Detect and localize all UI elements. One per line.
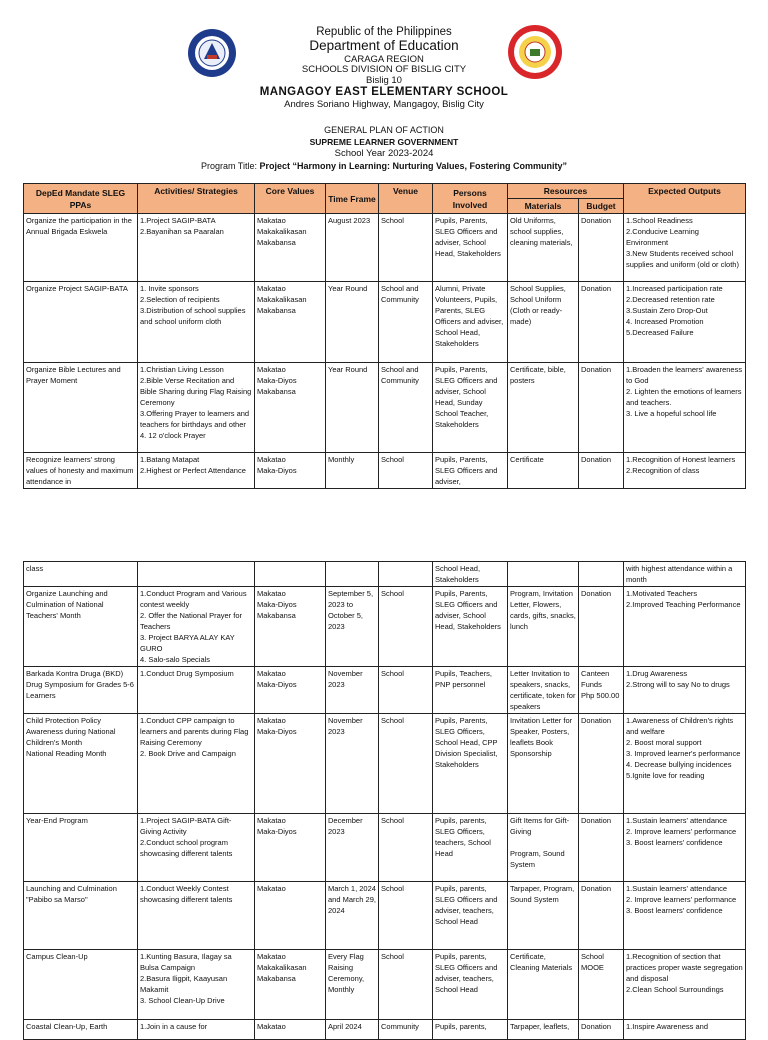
cell-values: Makatao (255, 1020, 326, 1040)
col-header-resources: Resources (508, 184, 624, 199)
cell-outputs: 1.Sustain learners' attendance 2. Improve learners' performance 3. Boost learners' confidence (624, 814, 746, 882)
cell-time: Year Round (326, 282, 379, 363)
cell-outputs: 1.Inspire Awareness and (624, 1020, 746, 1040)
cell-activities: 1. Invite sponsors 2.Selection of recipients 3.Distribution of school supplies and school uniform cloth (138, 282, 255, 363)
page-1-rows (24, 214, 746, 489)
cell-time: Monthly (326, 453, 379, 489)
cell-venue: School (379, 814, 433, 882)
cell-time: March 1, 2024 and March 29, 2024 (326, 882, 379, 950)
cell-outputs: 1.School Readiness 2.Conducive Learning Environment 3.New Students received school supplies and uniform (old or cloth) (624, 214, 746, 282)
col-header-core-values: Core Values (255, 184, 326, 214)
cell-time: November 2023 (326, 714, 379, 814)
cell-budget: Donation (579, 714, 624, 814)
cell-budget: Donation (579, 363, 624, 453)
cell-mandate: Organize Bible Lectures and Prayer Moment (24, 363, 138, 453)
cell-venue: School (379, 882, 433, 950)
cell-values: Makatao Makakalikasan Makabansa (255, 950, 326, 1020)
cell-time: December 2023 (326, 814, 379, 882)
cell-persons: Pupils, Parents, SLEG Officers and adviser, (433, 453, 508, 489)
table-row (24, 714, 746, 814)
letterhead (0, 0, 768, 112)
cell-materials: Certificate (508, 453, 579, 489)
cell-budget: Canteen Funds Php 500.00 (579, 667, 624, 714)
cell-materials (508, 562, 579, 587)
cell-values: Makatao Maka-Diyos (255, 667, 326, 714)
cell-persons: Pupils, parents, SLEG Officers, teachers, School Head (433, 814, 508, 882)
cell-time: Year Round (326, 363, 379, 453)
cell-mandate: Recognize learners' strong values of honesty and maximum attendance in (24, 453, 138, 489)
cell-venue (379, 562, 433, 587)
cell-activities: 1.Conduct Weekly Contest showcasing different talents (138, 882, 255, 950)
cell-materials: Old Uniforms, school supplies, cleaning materials, (508, 214, 579, 282)
cell-venue: School (379, 587, 433, 667)
republic-line: Republic of the Philippines (316, 26, 452, 38)
school-name: MANGAGOY EAST ELEMENTARY SCHOOL (259, 86, 509, 98)
cell-activities (138, 562, 255, 587)
org-name: SUPREME LEARNER GOVERNMENT (309, 137, 459, 147)
col-header-persons: Persons Involved (433, 184, 508, 214)
cell-materials: Certificate, Cleaning Materials (508, 950, 579, 1020)
cell-mandate: Campus Clean-Up (24, 950, 138, 1020)
cell-budget: Donation (579, 1020, 624, 1040)
cell-mandate: Launching and Culmination "Pabibo sa Marso" (24, 882, 138, 950)
cell-persons: Pupils, Parents, SLEG Officers, School Head, CPP Division Specialist, Stakeholders (433, 714, 508, 814)
cell-materials: School Supplies, School Uniform (Cloth or ready-made) (508, 282, 579, 363)
cell-time: April 2024 (326, 1020, 379, 1040)
school-year: School Year 2023-2024 (334, 148, 434, 159)
cell-venue: School (379, 667, 433, 714)
cell-time: August 2023 (326, 214, 379, 282)
program-title: Project “Harmony in Learning: Nurturing Values, Fostering Community” (259, 161, 568, 171)
cell-mandate: Barkada Kontra Druga (BKD) Drug Symposium for Grades 5-6 Learners (24, 667, 138, 714)
district-line: Bislig 10 (366, 75, 402, 86)
cell-values: Makatao (255, 882, 326, 950)
cell-mandate: Organize the participation in the Annual Brigada Eskwela (24, 214, 138, 282)
cell-venue: School and Community (379, 282, 433, 363)
table-row (24, 453, 746, 489)
table-row (24, 214, 746, 282)
cell-outputs: with highest attendance within a month (624, 562, 746, 587)
table-row (24, 587, 746, 667)
page-2-rows (24, 562, 746, 1040)
cell-values: Makatao Maka-Diyos (255, 814, 326, 882)
plan-table-page-1 (23, 183, 746, 489)
cell-mandate: Year-End Program (24, 814, 138, 882)
table-row (24, 814, 746, 882)
cell-activities: 1.Project SAGIP-BATA 2.Bayanihan sa Paaralan (138, 214, 255, 282)
cell-mandate: Child Protection Policy Awareness during National Children's Month National Reading Month (24, 714, 138, 814)
cell-persons: Pupils, parents, SLEG Officers and adviser, teachers, School Head (433, 950, 508, 1020)
cell-values: Makatao Maka-Diyos (255, 453, 326, 489)
program-title-label: Program Title: (200, 161, 260, 171)
col-header-venue: Venue (379, 184, 433, 214)
cell-outputs: 1.Sustain learners' attendance 2. Improve learners' performance 3. Boost learners' confidence (624, 882, 746, 950)
cell-values (255, 562, 326, 587)
cell-outputs: 1.Broaden the learners' awareness to God 2. Lighten the emotions of learners and teachers. 3. Live a hopeful school life (624, 363, 746, 453)
region-line: CARAGA REGION (344, 54, 424, 65)
cell-materials: Certificate, bible, posters (508, 363, 579, 453)
cell-mandate: Coastal Clean-Up, Earth (24, 1020, 138, 1040)
cell-activities: 1.Christian Living Lesson 2.Bible Verse Recitation and Bible Sharing during Flag Raising Ceremony 3.Offering Prayer to learners and teachers for birthdays and other 4. 12 o'clock Prayer (138, 363, 255, 453)
cell-values: Makatao Maka-Diyos Makabansa (255, 587, 326, 667)
table-row (24, 282, 746, 363)
cell-venue: Community (379, 1020, 433, 1040)
cell-materials: Program, Invitation Letter, Flowers, cards, gifts, snacks, lunch (508, 587, 579, 667)
page-break (0, 498, 768, 560)
col-header-outputs: Expected Outputs (624, 184, 746, 214)
cell-activities: 1.Join in a cause for (138, 1020, 255, 1040)
cell-outputs: 1.Awareness of Children's rights and welfare 2. Boost moral support 3. Improved learner's performance 4. Decrease bullying incidences 5.Ignite love for reading (624, 714, 746, 814)
cell-materials: Letter Invitation to speakers, snacks, certificate, token for speakers (508, 667, 579, 714)
cell-time: November 2023 (326, 667, 379, 714)
cell-budget: Donation (579, 814, 624, 882)
cell-venue: School (379, 714, 433, 814)
cell-budget (579, 562, 624, 587)
cell-mandate: Organize Project SAGIP-BATA (24, 282, 138, 363)
cell-materials: Tarpaper, leaflets, (508, 1020, 579, 1040)
cell-outputs: 1.Drug Awareness 2.Strong will to say No to drugs (624, 667, 746, 714)
table-row (24, 363, 746, 453)
cell-activities: 1.Conduct Drug Symposium (138, 667, 255, 714)
col-header-mandate: DepEd Mandate SLEG PPAs (24, 184, 138, 214)
table-row (24, 1020, 746, 1040)
col-header-time-frame: Time Frame (326, 184, 379, 214)
cell-activities: 1.Project SAGIP-BATA Gift-Giving Activity 2.Conduct school program showcasing different talents (138, 814, 255, 882)
cell-persons: Pupils, Parents, SLEG Officers and adviser, School Head, Stakeholders (433, 587, 508, 667)
cell-budget: Donation (579, 882, 624, 950)
cell-budget: School MOOE (579, 950, 624, 1020)
cell-time: Every Flag Raising Ceremony, Monthly (326, 950, 379, 1020)
cell-values: Makatao Maka-Diyos Makabansa (255, 363, 326, 453)
cell-outputs: 1.Recognition of Honest learners 2.Recognition of class (624, 453, 746, 489)
cell-outputs: 1.Motivated Teachers 2.Improved Teaching Performance (624, 587, 746, 667)
program-title-line (0, 160, 768, 172)
col-header-budget: Budget (579, 199, 624, 214)
cell-persons: Pupils, parents, (433, 1020, 508, 1040)
col-header-activities: Activities/ Strategies (138, 184, 255, 214)
cell-venue: School and Community (379, 363, 433, 453)
cell-venue: School (379, 950, 433, 1020)
table-row (24, 562, 746, 587)
cell-persons: Pupils, Parents, SLEG Officers and adviser, School Head, Stakeholders (433, 214, 508, 282)
cell-mandate: class (24, 562, 138, 587)
cell-mandate: Organize Launching and Culmination of National Teachers' Month (24, 587, 138, 667)
cell-materials: Invitation Letter for Speaker, Posters, leaflets Book Sponsorship (508, 714, 579, 814)
cell-activities: 1.Batang Matapat 2.Highest or Perfect Attendance (138, 453, 255, 489)
table-row (24, 950, 746, 1020)
cell-budget: Donation (579, 453, 624, 489)
cell-values: Makatao Makakalikasan Makabansa (255, 282, 326, 363)
cell-persons: Pupils, Teachers, PNP personnel (433, 667, 508, 714)
cell-budget: Donation (579, 587, 624, 667)
cell-venue: School (379, 453, 433, 489)
table-row (24, 882, 746, 950)
cell-budget: Donation (579, 282, 624, 363)
school-address: Andres Soriano Highway, Mangagoy, Bislig City (284, 99, 484, 110)
cell-activities: 1.Conduct Program and Various contest weekly 2. Offer the National Prayer for Teachers 3. Project BARYA ALAY KAY GURO 4. Salo-salo Specials (138, 587, 255, 667)
plan-title: GENERAL PLAN OF ACTION (324, 125, 444, 135)
table-row (24, 667, 746, 714)
cell-values: Makatao Makakalikasan Makabansa (255, 214, 326, 282)
division-line: SCHOOLS DIVISION OF BISLIG CITY (301, 64, 467, 75)
plan-table-page-2 (23, 561, 746, 1040)
cell-venue: School (379, 214, 433, 282)
cell-persons: Pupils, Parents, SLEG Officers and adviser, School Head, Sunday School Teacher, Stakeholders (433, 363, 508, 453)
plan-heading (0, 124, 768, 172)
cell-budget: Donation (579, 214, 624, 282)
department-line: Department of Education (309, 38, 459, 53)
cell-persons: Alumni, Private Volunteers, Pupils, Parents, SLEG Officers and adviser, School Head, Stakeholders (433, 282, 508, 363)
col-header-materials: Materials (508, 199, 579, 214)
cell-time (326, 562, 379, 587)
cell-materials: Gift Items for Gift-Giving Program, Sound System (508, 814, 579, 882)
cell-activities: 1.Conduct CPP campaign to learners and parents during Flag Raising Ceremony 2. Book Drive and Campaign (138, 714, 255, 814)
cell-persons: Pupils, parents, SLEG Officers and adviser, teachers, School Head (433, 882, 508, 950)
cell-outputs: 1.Increased participation rate 2.Decreased retention rate 3.Sustain Zero Drop-Out 4. Increased Promotion 5.Decreased Failure (624, 282, 746, 363)
cell-outputs: 1.Recognition of section that practices proper waste segregation and disposal 2.Clean School Surroundings (624, 950, 746, 1020)
cell-values: Makatao Maka-Diyos (255, 714, 326, 814)
cell-materials: Tarpaper, Program, Sound System (508, 882, 579, 950)
cell-activities: 1.Kunting Basura, Ilagay sa Bulsa Campaign 2.Basura Iligpit, Kaayusan Makamit 3. School Clean-Up Drive (138, 950, 255, 1020)
cell-persons: School Head, Stakeholders (433, 562, 508, 587)
cell-time: September 5, 2023 to October 5, 2023 (326, 587, 379, 667)
